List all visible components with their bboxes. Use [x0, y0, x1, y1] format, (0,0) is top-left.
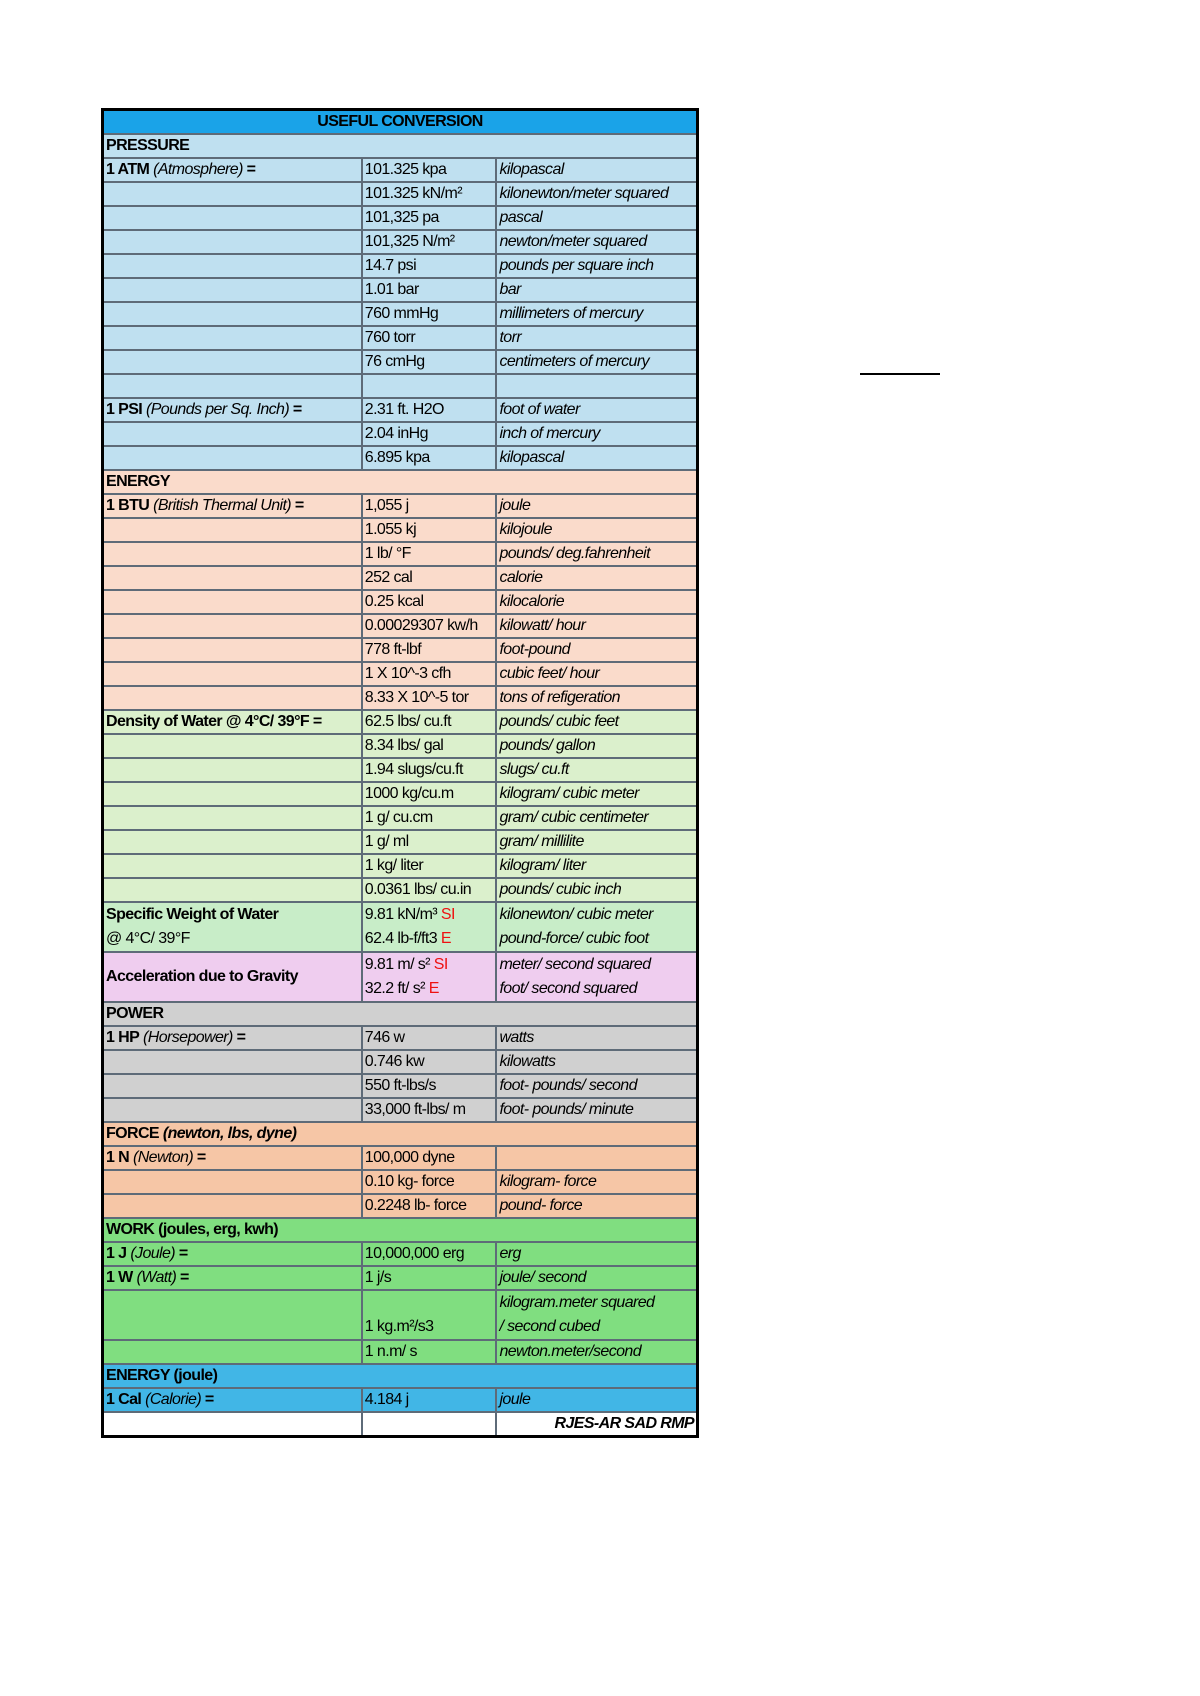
unit-cell: pounds/ cubic inch [496, 878, 697, 902]
quantity-cell [103, 1026, 362, 1050]
unit-cell [496, 902, 697, 952]
value-cell: 1 lb/ °F [362, 542, 497, 566]
table-row [103, 518, 698, 542]
unit-cell: newton/meter squared [496, 230, 697, 254]
quantity-cell [103, 1340, 362, 1364]
unit-cell: foot of water [496, 398, 697, 422]
value-cell: 1 kg/ liter [362, 854, 497, 878]
unit-cell: kilowatt/ hour [496, 614, 697, 638]
conversion-table [101, 108, 699, 1438]
value-cell: 2.31 ft. H2O [362, 398, 497, 422]
unit-cell: cubic feet/ hour [496, 662, 697, 686]
equals-sign: @ 4°C/ 39°F = [222, 713, 322, 730]
quantity-cell [103, 446, 362, 470]
quantity-name: 1 ATM [106, 161, 150, 178]
unit-cell [496, 1146, 697, 1170]
value-cell: 252 cal [362, 566, 497, 590]
value-cell: 101,325 pa [362, 206, 497, 230]
quantity-cell [103, 878, 362, 902]
value-cell: 10,000,000 erg [362, 1242, 497, 1266]
table-row [103, 302, 698, 326]
unit-cell: gram/ cubic centimeter [496, 806, 697, 830]
value-cell [362, 952, 497, 1002]
value-cell: 0.00029307 kw/h [362, 614, 497, 638]
unit-cell: pounds/ cubic feet [496, 710, 697, 734]
value-cell: 1 X 10^-3 cfh [362, 662, 497, 686]
equals-sign: = [242, 161, 256, 178]
quantity-cell [103, 350, 362, 374]
table-row [103, 254, 698, 278]
quantity-cell [103, 302, 362, 326]
table-row [103, 374, 698, 398]
unit-cell: pounds per square inch [496, 254, 697, 278]
equals-sign: = [201, 1391, 214, 1408]
quantity-cell [103, 662, 362, 686]
si-marker: SI [440, 906, 455, 923]
quantity-cell [103, 1388, 362, 1412]
unit-cell: pascal [496, 206, 697, 230]
section-header [103, 1122, 698, 1146]
table-row [103, 1290, 698, 1340]
table-row [103, 952, 698, 1002]
quantity-cell [103, 566, 362, 590]
quantity-cell [103, 230, 362, 254]
unit-cell [496, 952, 697, 1002]
quantity-name: Acceleration due to Gravity [106, 968, 298, 985]
stray-underline [860, 373, 940, 375]
section-title: ENERGY [106, 473, 170, 490]
quantity-name: 1 J [106, 1245, 127, 1262]
equals-sign: = [232, 1029, 246, 1046]
table-row [103, 182, 698, 206]
value-si: 9.81 m/ s² [364, 956, 434, 973]
value-cell: 4.184 j [362, 1388, 497, 1412]
section-header [103, 470, 698, 494]
author-signature: RJES-AR SAD RMP [496, 1412, 697, 1437]
unit-cell: pound- force [496, 1194, 697, 1218]
value-cell: 550 ft-lbs/s [362, 1074, 497, 1098]
unit-cell: kilonewton/meter squared [496, 182, 697, 206]
section-header [103, 1002, 698, 1026]
table-row [103, 1170, 698, 1194]
unit-cell: newton.meter/second [496, 1340, 697, 1364]
table-row [103, 854, 698, 878]
unit-cell: slugs/ cu.ft [496, 758, 697, 782]
table-row [103, 158, 698, 182]
table-row [103, 806, 698, 830]
table-row [103, 638, 698, 662]
unit-line-1: kilogram.meter squared [499, 1294, 655, 1311]
unit-cell: kilogram/ cubic meter [496, 782, 697, 806]
unit-cell: tons of refigeration [496, 686, 697, 710]
unit-english: pound-force/ cubic foot [499, 930, 649, 947]
quantity-cell [103, 902, 362, 952]
unit-cell: kilowatts [496, 1050, 697, 1074]
value-cell [362, 902, 497, 952]
quantity-cell [103, 758, 362, 782]
unit-english: foot/ second squared [499, 980, 637, 997]
table-row [103, 206, 698, 230]
table-row [103, 1266, 698, 1290]
unit-si: meter/ second squared [499, 956, 651, 973]
quantity-cell [103, 614, 362, 638]
quantity-cell [103, 254, 362, 278]
quantity-cell [103, 1074, 362, 1098]
equals-sign: = [193, 1149, 206, 1166]
english-marker: E [440, 930, 451, 947]
quantity-name: 1 W [106, 1269, 133, 1286]
quantity-name: 1 HP [106, 1029, 140, 1046]
unit-line-2: / second cubed [499, 1318, 600, 1335]
unit-cell: foot-pound [496, 638, 697, 662]
section-row [103, 1122, 698, 1146]
table-row [103, 1026, 698, 1050]
unit-cell: millimeters of mercury [496, 302, 697, 326]
quantity-cell [103, 686, 362, 710]
quantity-cell [103, 1050, 362, 1074]
unit-cell: kilopascal [496, 158, 697, 182]
value-cell: 746 w [362, 1026, 497, 1050]
section-header [103, 134, 698, 158]
section-title: WORK (joules, erg, kwh) [106, 1221, 278, 1238]
value-cell: 778 ft-lbf [362, 638, 497, 662]
unit-cell: kilojoule [496, 518, 697, 542]
table-row [103, 1388, 698, 1412]
value-cell: 0.2248 lb- force [362, 1194, 497, 1218]
quantity-cell [103, 782, 362, 806]
section-title: POWER [106, 1005, 164, 1022]
quantity-cell [103, 1266, 362, 1290]
quantity-description: (Newton) [132, 1149, 194, 1166]
quantity-cell [103, 542, 362, 566]
quantity-description: (Atmosphere) [153, 161, 243, 178]
quantity-description: (Joule) [130, 1245, 176, 1262]
unit-cell [496, 1290, 697, 1340]
table-row [103, 590, 698, 614]
section-title: ENERGY (joule) [106, 1367, 218, 1384]
value-cell: 1 g/ cu.cm [362, 806, 497, 830]
table-row [103, 782, 698, 806]
unit-cell: gram/ millilite [496, 830, 697, 854]
value-cell: 101.325 kpa [362, 158, 497, 182]
table-row [103, 1242, 698, 1266]
unit-cell: joule [496, 494, 697, 518]
table-row [103, 710, 698, 734]
table-row [103, 446, 698, 470]
quantity-name: 1 PSI [106, 401, 143, 418]
quantity-cell [103, 326, 362, 350]
table-row [103, 494, 698, 518]
quantity-cell [103, 590, 362, 614]
value-cell: 101,325 N/m² [362, 230, 497, 254]
value-cell: 101.325 kN/m² [362, 182, 497, 206]
quantity-cell [103, 374, 362, 398]
quantity-cell [103, 854, 362, 878]
unit-cell: kilogram- force [496, 1170, 697, 1194]
quantity-cell [103, 734, 362, 758]
quantity-cell [103, 518, 362, 542]
unit-cell: foot- pounds/ minute [496, 1098, 697, 1122]
section-title: FORCE [106, 1125, 160, 1142]
quantity-cell [103, 398, 362, 422]
section-title: PRESSURE [106, 137, 190, 154]
quantity-description: (British Thermal Unit) [153, 497, 292, 514]
quantity-cell [103, 1170, 362, 1194]
unit-cell: pounds/ gallon [496, 734, 697, 758]
value-cell: 1 g/ ml [362, 830, 497, 854]
table-row [103, 1050, 698, 1074]
section-row [103, 470, 698, 494]
unit-cell: watts [496, 1026, 697, 1050]
value-cell: 0.0361 lbs/ cu.in [362, 878, 497, 902]
quantity-cell [103, 1098, 362, 1122]
table-row [103, 1340, 698, 1364]
table-row [103, 1098, 698, 1122]
section-row [103, 1218, 698, 1242]
table-title: USEFUL CONVERSION [103, 110, 698, 135]
unit-cell [496, 374, 697, 398]
table-row [103, 686, 698, 710]
english-marker: E [428, 980, 439, 997]
quantity-cell [103, 1242, 362, 1266]
table-row [103, 230, 698, 254]
table-row [103, 1194, 698, 1218]
quantity-cell [103, 494, 362, 518]
section-row [103, 1002, 698, 1026]
quantity-name: 1 BTU [106, 497, 150, 514]
value-cell: 8.33 X 10^-5 tor [362, 686, 497, 710]
unit-cell: pounds/ deg.fahrenheit [496, 542, 697, 566]
value-cell: 8.34 lbs/ gal [362, 734, 497, 758]
quantity-cell [103, 710, 362, 734]
value-english: 62.4 lb-f/ft3 [364, 930, 441, 947]
value-cell: 0.10 kg- force [362, 1170, 497, 1194]
quantity-name: Density of Water [106, 713, 223, 730]
quantity-cell [103, 1146, 362, 1170]
quantity-description: (Calorie) [145, 1391, 202, 1408]
value-cell: 1000 kg/cu.m [362, 782, 497, 806]
value-cell: 760 mmHg [362, 302, 497, 326]
table-row [103, 734, 698, 758]
quantity-cell [103, 422, 362, 446]
table-row [103, 1412, 698, 1437]
quantity-cell [103, 806, 362, 830]
unit-cell: centimeters of mercury [496, 350, 697, 374]
value-cell: 0.746 kw [362, 1050, 497, 1074]
unit-cell: kilogram/ liter [496, 854, 697, 878]
equals-sign: = [289, 401, 302, 418]
equals-sign: = [175, 1245, 188, 1262]
section-subtitle: (newton, lbs, dyne) [159, 1125, 297, 1142]
unit-cell: joule/ second [496, 1266, 697, 1290]
quantity-cell [103, 158, 362, 182]
unit-cell: kilopascal [496, 446, 697, 470]
value-cell: 1.94 slugs/cu.ft [362, 758, 497, 782]
value-cell: 0.25 kcal [362, 590, 497, 614]
table-row [103, 662, 698, 686]
value-cell: 6.895 kpa [362, 446, 497, 470]
unit-cell: inch of mercury [496, 422, 697, 446]
value-si: 9.81 kN/m³ [364, 906, 441, 923]
table-row [103, 350, 698, 374]
equals-sign: = [176, 1269, 189, 1286]
quantity-condition: @ 4°C/ 39°F [106, 930, 190, 947]
table-row [103, 398, 698, 422]
footer-empty-cell [103, 1412, 362, 1437]
unit-cell: torr [496, 326, 697, 350]
table-row [103, 830, 698, 854]
quantity-name: 1 N [106, 1149, 130, 1166]
section-header [103, 1218, 698, 1242]
unit-cell: foot- pounds/ second [496, 1074, 697, 1098]
quantity-cell [103, 278, 362, 302]
value-cell: 1.055 kj [362, 518, 497, 542]
unit-cell: erg [496, 1242, 697, 1266]
value-english: 32.2 ft/ s² [364, 980, 429, 997]
unit-si: kilonewton/ cubic meter [499, 906, 653, 923]
table-row [103, 542, 698, 566]
quantity-cell [103, 952, 362, 1002]
table-row [103, 566, 698, 590]
unit-cell: bar [496, 278, 697, 302]
value-cell: 1 j/s [362, 1266, 497, 1290]
value-cell: 760 torr [362, 326, 497, 350]
footer-empty-cell [362, 1412, 497, 1437]
table-row [103, 1146, 698, 1170]
value-cell: 1,055 j [362, 494, 497, 518]
unit-cell: joule [496, 1388, 697, 1412]
quantity-cell [103, 638, 362, 662]
value-cell: 1 n.m/ s [362, 1340, 497, 1364]
table-row [103, 278, 698, 302]
quantity-description: (Horsepower) [143, 1029, 233, 1046]
equals-sign: = [291, 497, 304, 514]
value-cell: 1.01 bar [362, 278, 497, 302]
value-cell [362, 1290, 497, 1340]
table-row [103, 1074, 698, 1098]
table-row [103, 614, 698, 638]
quantity-cell [103, 206, 362, 230]
value-cell: 62.5 lbs/ cu.ft [362, 710, 497, 734]
quantity-cell [103, 830, 362, 854]
table-row [103, 902, 698, 952]
value-text: 1 kg.m²/s3 [364, 1318, 434, 1335]
table-row [103, 878, 698, 902]
value-cell: 14.7 psi [362, 254, 497, 278]
unit-cell: kilocalorie [496, 590, 697, 614]
value-cell: 33,000 ft-lbs/ m [362, 1098, 497, 1122]
table-row [103, 422, 698, 446]
quantity-cell [103, 182, 362, 206]
value-cell: 2.04 inHg [362, 422, 497, 446]
value-cell: 100,000 dyne [362, 1146, 497, 1170]
section-header [103, 1364, 698, 1388]
quantity-description: (Pounds per Sq. Inch) [146, 401, 290, 418]
quantity-cell [103, 1290, 362, 1340]
si-marker: SI [433, 956, 448, 973]
conversion-table-body [103, 110, 698, 1437]
quantity-name: Specific Weight of Water [106, 906, 279, 923]
quantity-cell [103, 1194, 362, 1218]
section-row [103, 1364, 698, 1388]
table-row [103, 326, 698, 350]
value-cell [362, 374, 497, 398]
value-cell: 76 cmHg [362, 350, 497, 374]
title-row [103, 110, 698, 135]
unit-cell: calorie [496, 566, 697, 590]
quantity-description: (Watt) [136, 1269, 177, 1286]
table-row [103, 758, 698, 782]
quantity-name: 1 Cal [106, 1391, 142, 1408]
section-row [103, 134, 698, 158]
